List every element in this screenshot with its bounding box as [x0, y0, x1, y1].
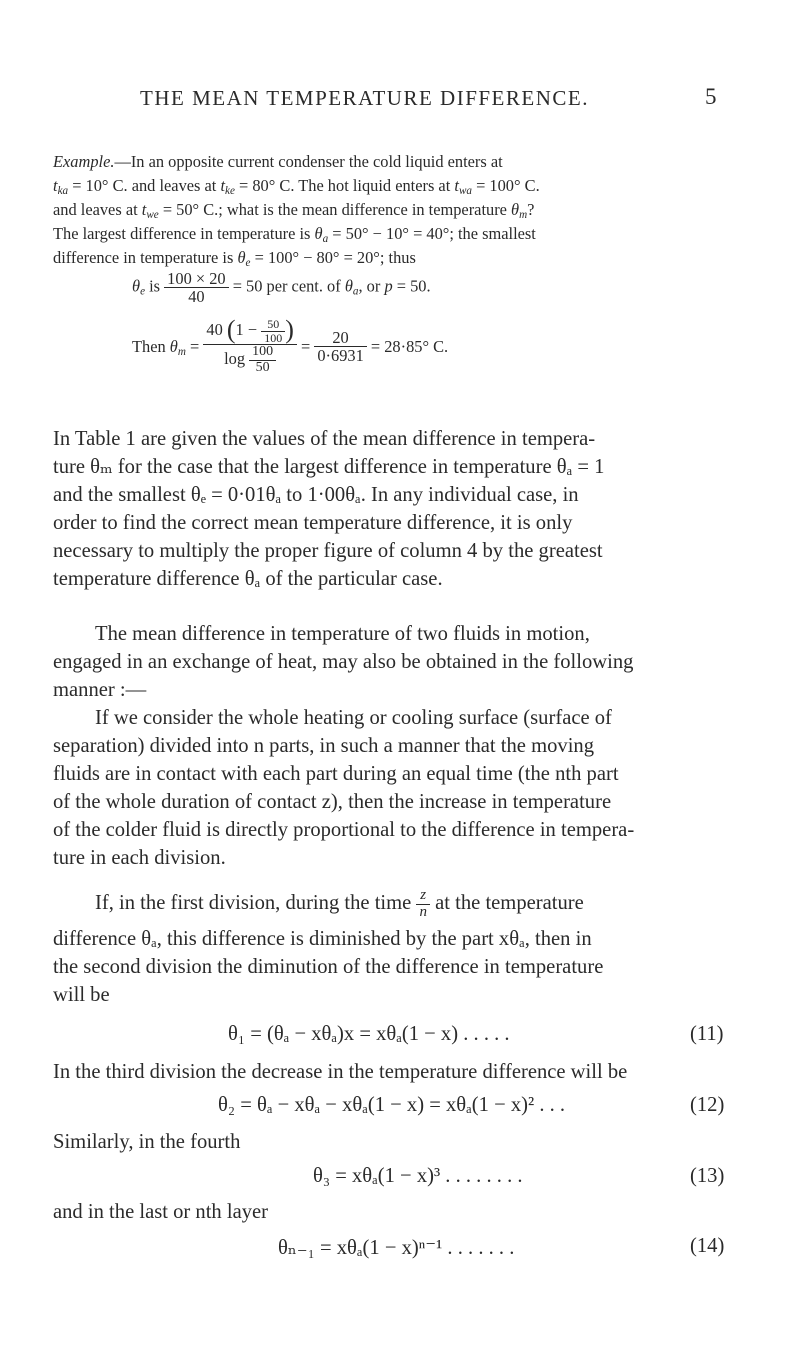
paragraph-3-line-5: of the colder fluid is directly proportional to the difference in tempera-	[53, 819, 635, 841]
paragraph-4-line-1: If, in the first division, during the time $\frac{z}{n}$ at the temperature	[95, 887, 584, 920]
example-line-3: and leaves at $t_{we} = 50^\circ$ C.; what is the mean difference in temperature $\theta_m$?	[53, 200, 535, 221]
equation-12-number: (12)	[690, 1094, 725, 1116]
paragraph-3-line-4: of the whole duration of contact z), then the increase in temperature	[53, 791, 612, 813]
equation-12: θ₂ = θₐ − xθₐ − xθₐ(1 − x) = xθₐ(1 − x)² . . .	[218, 1094, 566, 1116]
running-title: THE MEAN TEMPERATURE DIFFERENCE.	[140, 86, 589, 110]
paragraph-3-line-2: separation) divided into n parts, in such a manner that the moving	[53, 735, 595, 757]
example-line-5: difference in temperature is $\theta_e = 100^\circ - 80^\circ = 20^\circ$; thus	[53, 248, 416, 269]
example-line-2: $t_{ka} = 10^\circ$ C. and leaves at $t_{ke} = 80^\circ$ C. The hot liquid enters at $t_{wa} = 100^\circ$ C.	[53, 176, 540, 197]
paragraph-1-line-5: necessary to multiply the proper figure of column 4 by the greatest	[53, 540, 603, 562]
paragraph-3-line-6: ture in each division.	[53, 847, 226, 869]
equation-14-number: (14)	[690, 1235, 725, 1257]
equation-intro-last: and in the last or nth layer	[53, 1201, 269, 1223]
equation-intro-third: In the third division the decrease in the temperature difference will be	[53, 1061, 628, 1083]
equation-14: θₙ₋₁ = xθₐ(1 − x)ⁿ⁻¹ . . . . . . .	[278, 1237, 515, 1259]
fraction-100x20-over-40: $\frac{100 \times 20}{40}$	[164, 270, 228, 305]
example-line-1: Example.—In an opposite current condenser the cold liquid enters at	[53, 152, 503, 171]
example-label: Example.	[53, 152, 115, 171]
equation-intro-fourth: Similarly, in the fourth	[53, 1131, 241, 1153]
example-equation-1: $\theta_e$ is $\frac{100 \times 20}{40}$ = 50 per cent. of $\theta_a$, or p = 50.	[132, 269, 431, 307]
paragraph-3-line-1: If we consider the whole heating or cooling surface (surface of	[95, 707, 612, 729]
equation-13: θ₃ = xθₐ(1 − x)³ . . . . . . . .	[313, 1165, 523, 1187]
example-equation-2: Then $\theta_m$ = 40 (1 − $\frac{50}{100}$ ) log $\frac{100}{50}$ = $\frac{20}{0\cdot 6931}$ = 28·85° C.	[132, 314, 449, 375]
paragraph-2-line-1: The mean difference in temperature of two fluids in motion,	[95, 623, 590, 645]
fraction-20-over-06931: $\frac{20}{0\cdot 6931}$	[314, 329, 366, 364]
equation-13-number: (13)	[690, 1165, 725, 1187]
paragraph-1-line-4: order to find the correct mean temperature difference, it is only	[53, 512, 573, 534]
paragraph-4-line-4: will be	[53, 984, 110, 1006]
equation-11: θ₁ = (θₐ − xθₐ)x = xθₐ(1 − x) . . . . .	[228, 1023, 510, 1045]
paragraph-2-line-3: manner :—	[53, 679, 147, 701]
paragraph-2-line-2: engaged in an exchange of heat, may also be obtained in the following	[53, 651, 634, 673]
page-number: 5	[705, 84, 717, 109]
paragraph-3-line-3: fluids are in contact with each part during an equal time (the nth part	[53, 763, 619, 785]
example-line-4: The largest difference in temperature is $\theta_a = 50^\circ - 10^\circ = 40^\circ$; the smallest	[53, 224, 536, 245]
paragraph-4-line-3: the second division the diminution of the difference in temperature	[53, 956, 604, 978]
paragraph-1-line-3: and the smallest θₑ = 0·01θₐ to 1·00θₐ. In any individual case, in	[53, 484, 579, 506]
paragraph-4-line-2: difference θₐ, this difference is diminished by the part xθₐ, then in	[53, 928, 592, 950]
fraction-z-over-n: $\frac{z}{n}$	[416, 888, 430, 921]
paragraph-1-line-6: temperature difference θₐ of the particular case.	[53, 568, 443, 590]
paragraph-1-line-1: In Table 1 are given the values of the mean difference in tempera-	[53, 428, 596, 450]
mean-difference-fraction: 40 (1 − $\frac{50}{100}$ ) log $\frac{100}{50}$	[203, 318, 297, 376]
paragraph-1-line-2: ture θₘ for the case that the largest difference in temperature θₐ = 1	[53, 456, 605, 478]
equation-11-number: (11)	[690, 1023, 724, 1045]
running-head	[0, 86, 800, 116]
